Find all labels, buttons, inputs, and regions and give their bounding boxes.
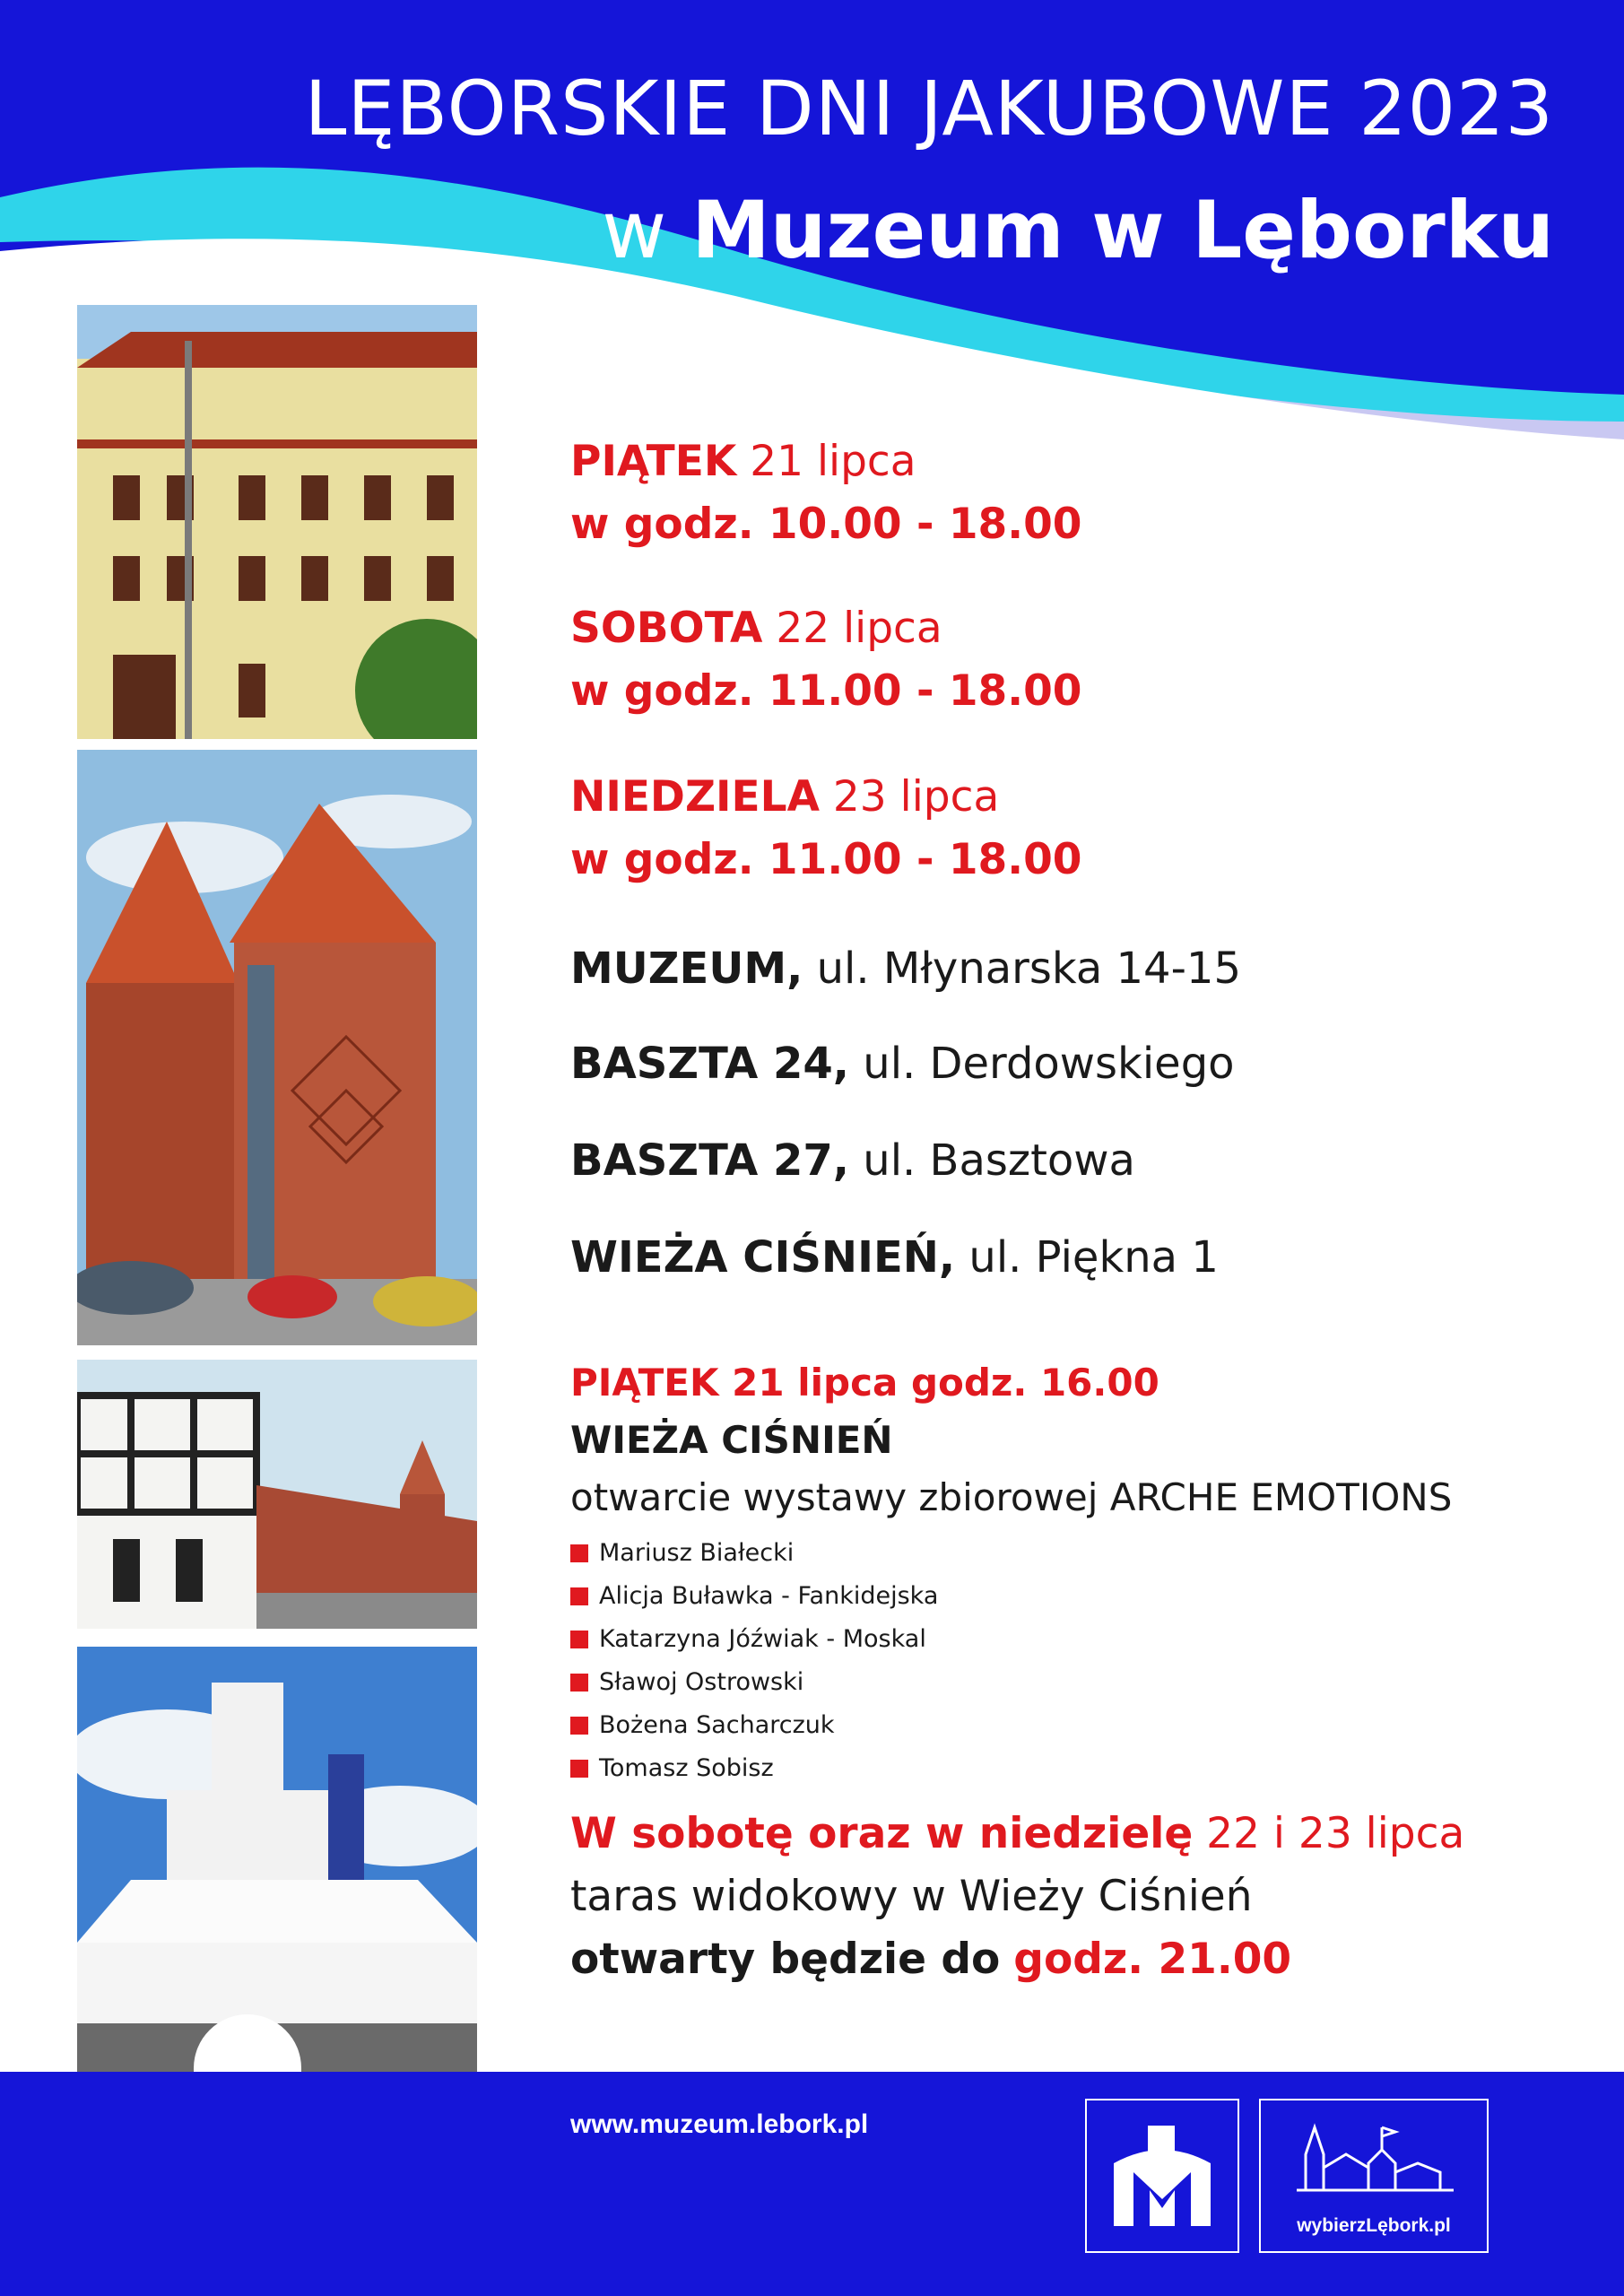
town-skyline-icon bbox=[1261, 2100, 1487, 2208]
list-item bbox=[570, 1704, 1452, 1747]
photo-museum-building bbox=[77, 305, 477, 739]
terrace-open-until: otwarty będzie do bbox=[570, 1935, 1001, 1984]
bullet-square-icon bbox=[570, 1760, 588, 1778]
list-item bbox=[570, 1575, 1452, 1618]
bullet-square-icon bbox=[570, 1631, 588, 1648]
location-address: ul. Młynarska 14-15 bbox=[816, 944, 1241, 994]
opening-hours: w godz. 11.00 - 18.00 bbox=[570, 666, 1082, 716]
list-item bbox=[570, 1618, 1452, 1661]
terrace-description: taras widokowy w Wieży Ciśnień bbox=[570, 1872, 1253, 1921]
schedule-saturday bbox=[570, 597, 1082, 723]
day-name: PIĄTEK bbox=[570, 437, 737, 486]
day-date: 23 lipca bbox=[832, 772, 1000, 822]
list-item bbox=[570, 1661, 1452, 1704]
artist-name: Mariusz Białecki bbox=[599, 1539, 795, 1567]
artist-name: Tomasz Sobisz bbox=[599, 1754, 774, 1782]
location-address: ul. Derdowskiego bbox=[863, 1039, 1235, 1089]
photo-water-tower bbox=[77, 1647, 477, 2144]
poster-title: LĘBORSKIE DNI JAKUBOWE 2023 bbox=[304, 65, 1554, 152]
subtitle-prefix: w bbox=[602, 184, 667, 276]
location-baszta-27 bbox=[570, 1134, 1135, 1187]
artist-name: Sławoj Ostrowski bbox=[599, 1668, 804, 1696]
location-address: ul. Basztowa bbox=[863, 1135, 1135, 1186]
location-water-tower bbox=[570, 1231, 1219, 1284]
bullet-square-icon bbox=[570, 1674, 588, 1692]
photo-half-timbered-wall bbox=[77, 1360, 477, 1629]
opening-hours: w godz. 11.00 - 18.00 bbox=[570, 835, 1082, 884]
photo-towers bbox=[77, 750, 477, 1345]
day-name: NIEDZIELA bbox=[570, 772, 820, 822]
wybierz-lebork-logo bbox=[1259, 2099, 1489, 2253]
terrace-info bbox=[570, 1803, 1464, 1991]
schedule-friday bbox=[570, 430, 1082, 556]
day-date: 22 lipca bbox=[776, 604, 942, 653]
museum-logo bbox=[1085, 2099, 1239, 2253]
list-item bbox=[570, 1747, 1452, 1790]
terrace-closing-hour: godz. 21.00 bbox=[1013, 1935, 1292, 1984]
location-name: MUZEUM, bbox=[570, 944, 803, 994]
wybierz-lebork-text: wybierzLębork.pl bbox=[1297, 2215, 1451, 2236]
bullet-square-icon bbox=[570, 1717, 588, 1735]
location-name: WIEŻA CIŚNIEŃ, bbox=[570, 1232, 956, 1283]
website-link[interactable]: www.muzeum.lebork.pl bbox=[570, 2109, 869, 2139]
location-museum bbox=[570, 942, 1241, 996]
artist-name: Bożena Sacharczuk bbox=[599, 1711, 835, 1739]
location-baszta-24 bbox=[570, 1037, 1235, 1091]
exhibition-where: WIEŻA CIŚNIEŃ bbox=[570, 1418, 893, 1462]
exhibition-description: otwarcie wystawy zbiorowej ARCHE EMOTIONS bbox=[570, 1475, 1453, 1519]
artist-name: Katarzyna Jóźwiak - Moskal bbox=[599, 1625, 926, 1653]
terrace-dates: 22 i 23 lipca bbox=[1206, 1809, 1465, 1858]
list-item bbox=[570, 1532, 1452, 1575]
opening-hours: w godz. 10.00 - 18.00 bbox=[570, 500, 1082, 549]
bullet-square-icon bbox=[570, 1544, 588, 1562]
exhibition-when: PIĄTEK 21 lipca godz. 16.00 bbox=[570, 1361, 1159, 1405]
location-name: BASZTA 27, bbox=[570, 1135, 850, 1186]
exhibition-block bbox=[570, 1354, 1452, 1790]
day-date: 21 lipca bbox=[750, 437, 916, 486]
bullet-square-icon bbox=[570, 1587, 588, 1605]
subtitle-museum-name: Muzeum w Lęborku bbox=[691, 184, 1554, 276]
location-address: ul. Piękna 1 bbox=[968, 1232, 1219, 1283]
poster-subtitle bbox=[602, 184, 1554, 276]
artist-name: Alicja Buławka - Fankidejska bbox=[599, 1582, 939, 1610]
museum-logo-icon bbox=[1087, 2100, 1238, 2251]
location-name: BASZTA 24, bbox=[570, 1039, 850, 1089]
artist-list bbox=[570, 1532, 1452, 1790]
schedule-sunday bbox=[570, 766, 1082, 891]
terrace-days: W sobotę oraz w niedzielę bbox=[570, 1809, 1194, 1858]
day-name: SOBOTA bbox=[570, 604, 763, 653]
